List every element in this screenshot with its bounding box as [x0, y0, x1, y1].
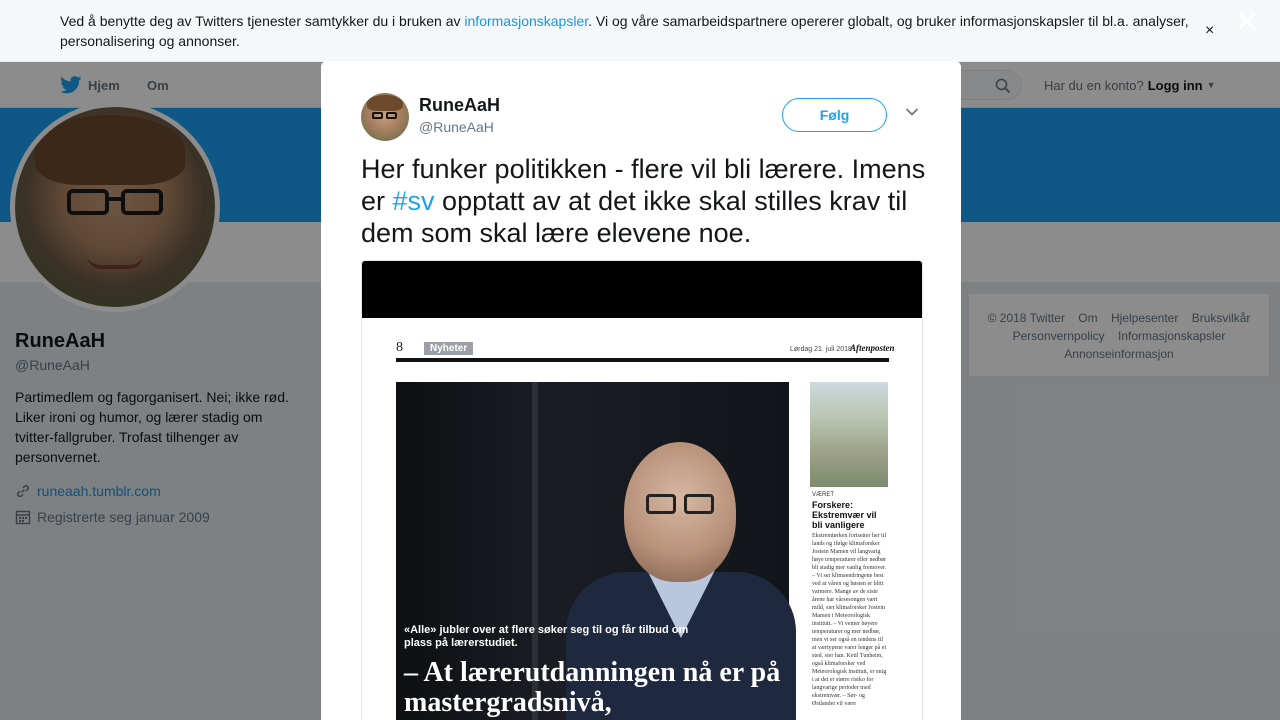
hashtag-link[interactable]: #sv	[392, 186, 435, 216]
newspaper-side-body: Ekstremtørken fortsetter her til lands og ifølge klimaforsker Jostein Mamen vil langvarig høye temperaturer eller nedbør bli stadig mer vanlig fremover. – Vi ser klimaendringene best ved at våren og høsten er blitt varmere. Mange av de siste årene har vårsesongen vært mild, sier klimaforsker Jostein Mamen i Meteorologisk institutt. – Vi venter høyere temperaturer og mer nedbør, men vi ser også en tendens til at værtypene varer lenger på et sted, sier han. Ketil Tunheim, også klimaforsker ved Meteorologisk institutt, er enig i at det er større risiko for langvarige perioder med ekstremvær. – Sør- og Østlandet vil være	[812, 533, 887, 707]
newspaper-side-column	[810, 382, 888, 720]
newspaper-side-headline: Forskere: Ekstremvær vil bli vanligere	[812, 500, 877, 530]
tweet-modal	[321, 61, 961, 720]
newspaper-date: Lørdag 21. juli 2018	[790, 346, 852, 353]
nav-home-label: Hjem	[88, 77, 120, 93]
newspaper-caption-small: «Alle» jubler over at flere søker seg til og får tilbud om plass på lærerstudiet.	[404, 624, 689, 649]
profile-handle[interactable]: @RuneAaH	[15, 357, 90, 373]
cookie-text	[60, 11, 1200, 51]
nav-about-label: Om	[147, 77, 169, 93]
newspaper-field-photo	[810, 382, 888, 487]
modal-close-icon[interactable]: ✕	[1234, 6, 1260, 39]
footer-link-ads[interactable]: Annonseinformasjon	[1064, 347, 1174, 361]
footer-link-privacy[interactable]: Personvernpolicy	[1012, 329, 1105, 343]
profile-name[interactable]: RuneAaH	[15, 330, 106, 352]
media-black-band	[362, 261, 923, 318]
cookie-text-after: . Vi og våre samarbeidspartnere opererer globalt, og bruker informasjonskapsler til bl.a. analyser, personalisering og annonser.	[60, 13, 1189, 49]
tweet-author-name[interactable]: RuneAaH	[419, 95, 501, 115]
tweet-text-part2: opptatt av at det ikke skal stilles krav til dem som skal lære elevene noe.	[361, 186, 908, 248]
cookie-banner	[0, 0, 1280, 62]
tweet-text	[361, 153, 936, 249]
footer-link-about[interactable]: Om	[1078, 311, 1098, 325]
login-link[interactable]: Logg inn	[1147, 77, 1203, 93]
footer-copyright: © 2018 Twitter	[987, 311, 1065, 325]
chevron-down-icon[interactable]	[905, 107, 919, 117]
newspaper-rule	[396, 358, 889, 362]
newspaper-page-number: 8	[396, 340, 403, 355]
cookie-text-before: Ved å benytte deg av Twitters tjenester samtykker du i bruken av	[60, 13, 465, 29]
tweet-text-part1: Her funker politikken - flere vil bli lærere. Imens er	[361, 154, 926, 216]
cookie-close-icon[interactable]: ×	[1205, 22, 1215, 39]
have-account-text: Har du en konto?	[1044, 77, 1144, 93]
newspaper-section: Nyheter	[424, 342, 473, 355]
footer-link-help[interactable]: Hjelpesenter	[1110, 311, 1179, 325]
tweet-media-image[interactable]	[361, 260, 923, 720]
follow-button[interactable]: Følg	[782, 98, 887, 132]
caret-down-icon[interactable]: ▼	[1206, 80, 1216, 90]
footer-link-terms[interactable]: Bruksvilkår	[1191, 311, 1251, 325]
cookie-policy-link[interactable]: informasjonskapsler	[464, 13, 589, 29]
newspaper-side-kicker: VÆRET	[812, 492, 835, 498]
profile-website-link[interactable]: runeaah.tumblr.com	[37, 483, 161, 499]
newspaper-page	[362, 318, 923, 720]
newspaper-photo	[396, 382, 789, 720]
tweet-author-avatar[interactable]	[361, 93, 409, 141]
newspaper-caption-big: – At lærerutdanningen nå er på mastergradsnivå,	[404, 657, 781, 718]
profile-joined-text: Registrerte seg januar 2009	[37, 509, 210, 525]
profile-bio: Partimedlem og fagorganisert. Nei; ikke rød. Liker ironi og humor, og lærer stadig om tvitter-fallgruber. Trofast tilhenger av personvernet.	[15, 389, 289, 465]
tweet-author-handle[interactable]: @RuneAaH	[419, 119, 494, 135]
newspaper-masthead: Aftenposten	[850, 343, 895, 353]
footer-link-cookies[interactable]: Informasjonskapsler	[1118, 329, 1226, 343]
